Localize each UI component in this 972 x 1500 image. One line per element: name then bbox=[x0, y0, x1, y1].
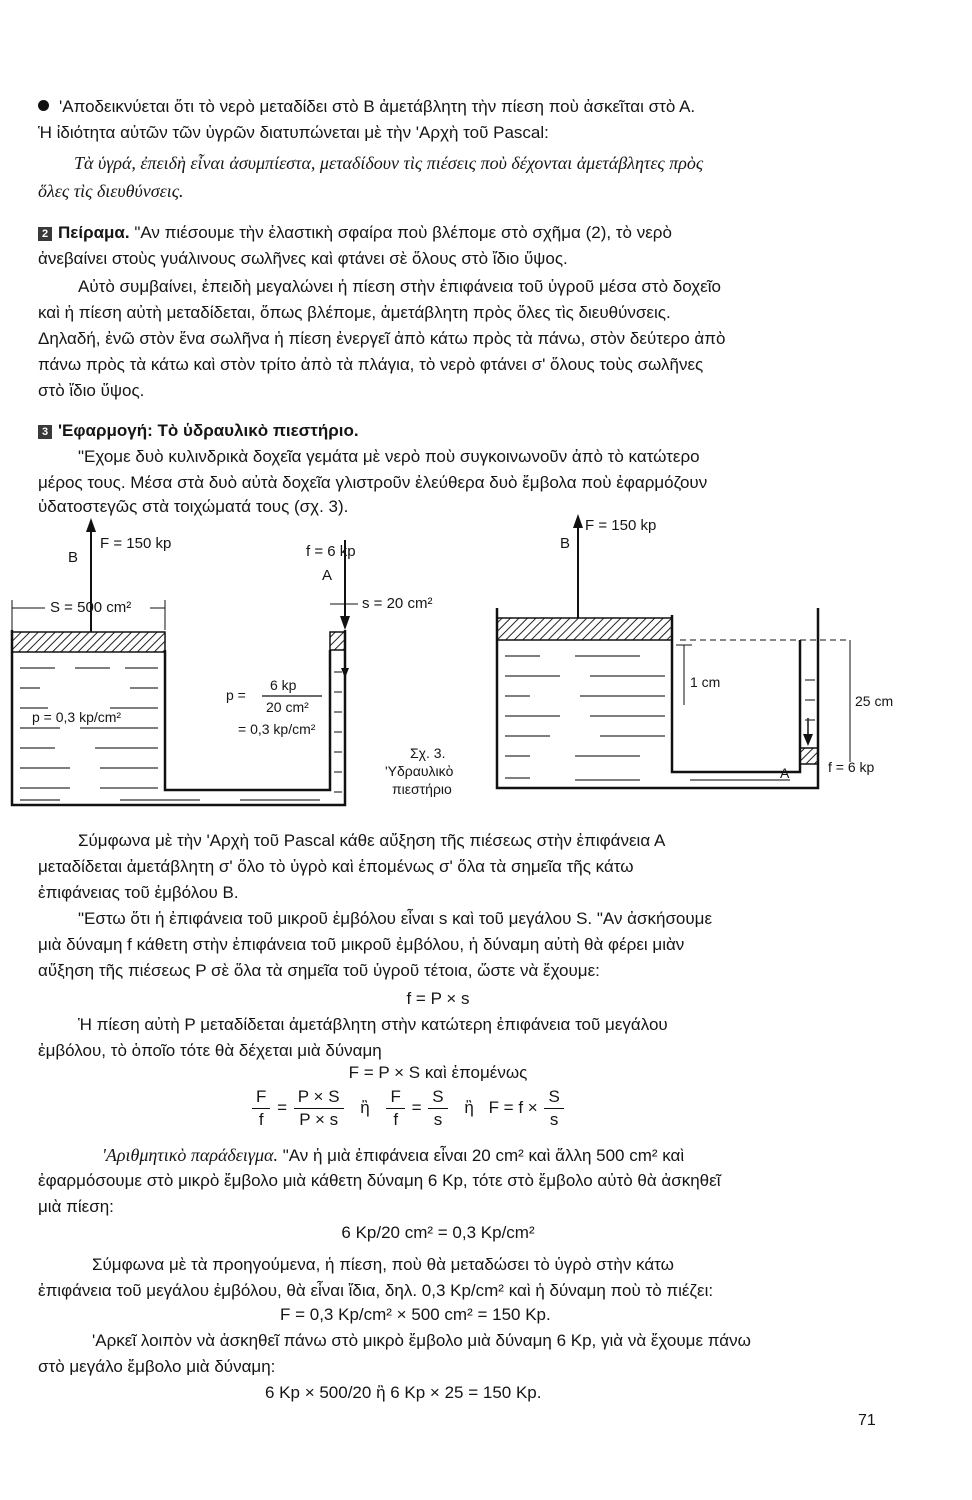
para-line: καὶ ἡ πίεση αὐτὴ μεταδίδεται, ὅπως βλέπομε, ἀμετάβλητη πρὸς ὅλες τὶς διευθύνσεις. bbox=[38, 303, 671, 322]
label-area-s: s = 20 cm² bbox=[362, 595, 433, 612]
arrow-down-icon bbox=[341, 668, 349, 678]
text: S bbox=[544, 1086, 563, 1109]
text: f bbox=[258, 1110, 264, 1129]
para-line: Σύμφωνα μὲ τὰ προηγούμενα, ἡ πίεση, ποὺ θὰ μεταδώσει τὸ ὑγρὸ στὴν κάτω bbox=[92, 1255, 674, 1274]
label-area-S: S = 500 cm² bbox=[50, 599, 132, 616]
para-line: 'Αρκεῖ λοιπὸν νὰ ἀσκηθεῖ πάνω στὸ μικρὸ ἔμβολο μιὰ δύναμη 6 Κp, γιὰ νὰ ἔχουμε πάνω bbox=[92, 1331, 751, 1350]
section-title: 'Εφαρμογή: Τὸ ὑδραυλικὸ πιεστήριο. bbox=[58, 421, 359, 440]
fraction bbox=[294, 1086, 344, 1131]
para-line: "Εστω ὅτι ἡ ἐπιφάνεια τοῦ μικροῦ ἐμβόλου εἶναι s καὶ τοῦ μεγάλου S. "Αν ἀσκήσουμε bbox=[78, 909, 713, 928]
para-line: μιὰ δύναμη f κάθετη στὴν ἐπιφάνεια τοῦ μικροῦ ἐμβόλου, ἡ δύναμη αὐτὴ θὰ φέρει μιὰν bbox=[38, 935, 685, 954]
para-line: μιὰ πίεση: bbox=[38, 1197, 114, 1216]
text: S bbox=[428, 1086, 447, 1109]
para-line: Ἡ πίεση αὐτὴ P μεταδίδεται ἀμετάβλητη στὴν κατώτερη ἐπιφάνεια τοῦ μεγάλου bbox=[78, 1015, 668, 1034]
figure-caption: 'Υδραυλικὸ bbox=[385, 763, 454, 779]
section-number-box: 2 bbox=[38, 227, 52, 241]
para-line: αὔξηση τῆς πιέσεως P σὲ ὅλα τὰ σημεῖα τοῦ ὑγροῦ τέτοια, ὥστε νὰ ἔχουμε: bbox=[38, 961, 600, 980]
numeric-example bbox=[102, 1144, 942, 1167]
para-line: στὸ μεγάλο ἔμβολο μιὰ δύναμη: bbox=[38, 1357, 276, 1376]
fraction bbox=[386, 1086, 404, 1131]
para-line: ἐμβόλου, τὸ ὁποῖο τότε θὰ δέχεται μιὰ δύναμη bbox=[38, 1041, 382, 1060]
section-2-heading bbox=[38, 222, 878, 244]
large-piston bbox=[12, 632, 165, 652]
fraction bbox=[544, 1086, 563, 1131]
text: 'Αποδεικνύεται ὅτι τὸ νερὸ μεταδίδει στὸ Β ἀμετάβλητη τὴν πίεση ποὺ ἀσκεῖται στὸ Α. bbox=[59, 97, 696, 116]
para-line: ἐπιφάνειας τοῦ ἐμβόλου Β. bbox=[38, 883, 239, 902]
label-A: A bbox=[780, 765, 790, 781]
equation-force: F = 0,3 Kp/cm² × 500 cm² = 150 Kp. bbox=[280, 1305, 551, 1324]
small-piston bbox=[330, 632, 345, 650]
pascal-principle-cont: ὅλες τὶς διευθύνσεις. bbox=[38, 181, 184, 201]
section-3-heading bbox=[38, 420, 878, 442]
para-line: Σύμφωνα μὲ τὴν 'Αρχὴ τοῦ Pascal κάθε αὔξηση τῆς πιέσεως στὴν ἐπιφάνεια Α bbox=[78, 831, 666, 850]
label-A: A bbox=[322, 567, 333, 584]
text: s bbox=[433, 1110, 443, 1129]
para-line: "Εχομε δυὸ κυλινδρικὰ δοχεῖα γεμάτα μὲ νερὸ ποὺ συγκοινωνοῦν ἀπὸ τὸ κατώτερο bbox=[78, 447, 700, 466]
text: f bbox=[393, 1110, 399, 1129]
figure-caption: πιεστήριο bbox=[392, 781, 452, 797]
page-number: 71 bbox=[858, 1412, 876, 1429]
label-p: p = bbox=[226, 687, 246, 703]
arrow-up-icon bbox=[573, 514, 583, 528]
fraction bbox=[428, 1086, 447, 1131]
text: "Αν ἡ μιὰ ἐπιφάνεια εἶναι 20 cm² καὶ ἄλλη 500 cm² καὶ bbox=[282, 1146, 685, 1165]
para-intro-line bbox=[38, 96, 878, 118]
para-line: ἐπιφάνεια τοῦ μεγάλου ἐμβόλου, θὰ εἶναι ἴδια, δηλ. 0,3 Kp/cm² καὶ ἡ δύναμη ποὺ τὸ πιέζει: bbox=[38, 1281, 714, 1300]
text: P × s bbox=[299, 1110, 339, 1129]
para-line: πάνω πρὸς τὰ κάτω καὶ στὸν τρίτο ἀπὸ τὰ πλάγια, τὸ νερὸ φτάνει σ' ὅλους τοὺς σωλῆνες bbox=[38, 355, 704, 374]
text: P × S bbox=[294, 1086, 344, 1109]
text: ἢ bbox=[464, 1097, 474, 1117]
section-number-box: 3 bbox=[38, 425, 52, 439]
para-line: μεταδίδεται ἀμετάβλητη σ' ὅλο τὸ ὑγρὸ καὶ ἑπομένως σ' ὅλα τὰ σημεῖα τῆς κάτω bbox=[38, 857, 634, 876]
large-piston bbox=[497, 618, 672, 640]
para-line: Δηλαδή, ἐνῶ στὸν ἕνα σωλῆνα ἡ πίεση ἐνεργεῖ ἀπὸ κάτω πρὸς τὰ πάνω, στὸν δεύτερο ἀπὸ bbox=[38, 329, 726, 348]
arrow-up-icon bbox=[86, 518, 96, 532]
fraction bbox=[252, 1086, 270, 1131]
small-piston bbox=[800, 748, 818, 764]
label-B: B bbox=[68, 549, 79, 566]
arrow-down-icon bbox=[340, 616, 350, 630]
right-press bbox=[497, 514, 893, 788]
label-displacement: 1 cm bbox=[690, 674, 721, 690]
para-line: Αὐτὸ συμβαίνει, ἐπειδὴ μεγαλώνει ἡ πίεση στὴν ἐπιφάνεια τοῦ ὑγροῦ μέσα στὸ δοχεῖο bbox=[78, 277, 721, 296]
equation-result: 6 Kp × 500/20 ἢ 6 Kp × 25 = 150 Kp. bbox=[265, 1383, 542, 1402]
para-line: ἀνεβαίνει στοὺς γυάλινους σωλῆνες καὶ φτάνει σὲ ὅλους στὸ ἴδιο ὕψος. bbox=[38, 249, 568, 268]
text: F bbox=[252, 1086, 270, 1109]
hydraulic-press-diagram bbox=[0, 500, 972, 820]
figure-caption: Σχ. 3. bbox=[410, 745, 446, 761]
para-line: Ἡ ἰδιότητα αὐτῶν τῶν ὑγρῶν διατυπώνεται μὲ τὴν 'Αρχὴ τοῦ Pascal: bbox=[38, 123, 549, 142]
label-height: 25 cm bbox=[855, 693, 894, 709]
text: "Αν πιέσουμε τὴν ἐλαστικὴ σφαίρα ποὺ βλέπομε στὸ σχῆμα (2), τὸ νερὸ bbox=[134, 223, 672, 242]
text: F bbox=[386, 1086, 404, 1109]
label-force-F: F = 150 kp bbox=[585, 517, 657, 534]
text: F = f × bbox=[488, 1097, 538, 1117]
para-line: στὸ ἴδιο ὕψος. bbox=[38, 381, 145, 400]
label-p-denominator: 20 cm² bbox=[266, 699, 309, 715]
equation-F: F = P × S καὶ ἑπομένως bbox=[348, 1063, 528, 1082]
example-label: 'Αριθμητικὸ παράδειγμα. bbox=[102, 1145, 278, 1165]
label-force-f: f = 6 kp bbox=[828, 759, 875, 775]
section-title: Πείραμα. bbox=[58, 223, 130, 242]
label-force-f: f = 6 kp bbox=[306, 543, 356, 560]
label-force-F: F = 150 kp bbox=[100, 535, 172, 552]
text: s bbox=[549, 1110, 559, 1129]
arrow-down-icon bbox=[803, 734, 813, 746]
text: ἢ bbox=[360, 1097, 370, 1117]
label-pressure: p = 0,3 kp/cm² bbox=[32, 709, 122, 725]
water-lines bbox=[505, 656, 815, 780]
para-line: ὑδατοστεγῶς στὰ τοιχώματά τους (σχ. 3). bbox=[38, 497, 349, 516]
equation-f: f = P × s bbox=[406, 989, 470, 1008]
para-line: μέρος τους. Μέσα στὰ δυὸ αὐτὰ δοχεῖα γλιστροῦν ἐλεύθερα δυὸ ἔμβολα ποὺ ἐφαρμόζουν bbox=[38, 473, 708, 492]
text: = bbox=[411, 1097, 422, 1117]
ratio-formula bbox=[250, 1086, 972, 1136]
para-line: ἐφαρμόσουμε στὸ μικρὸ ἔμβολο μιὰ κάθετη δύναμη 6 Κp, τότε στὸ ἔμβολο αὐτὸ θὰ ἀσκηθεῖ bbox=[38, 1171, 721, 1190]
pascal-principle: Τὰ ὑγρά, ἐπειδὴ εἶναι ἀσυμπίεστα, μεταδίδουν τὶς πιέσεις ποὺ δέχονται ἀμετάβλητες πρὸς bbox=[74, 153, 704, 173]
label-p-result: = 0,3 kp/cm² bbox=[238, 721, 316, 737]
label-B: B bbox=[560, 535, 571, 552]
equation-pressure: 6 Kp/20 cm² = 0,3 Kp/cm² bbox=[341, 1223, 535, 1242]
text: = bbox=[277, 1097, 288, 1117]
label-p-numerator: 6 kp bbox=[270, 677, 297, 693]
bullet-icon bbox=[38, 100, 49, 111]
left-press bbox=[12, 518, 454, 805]
